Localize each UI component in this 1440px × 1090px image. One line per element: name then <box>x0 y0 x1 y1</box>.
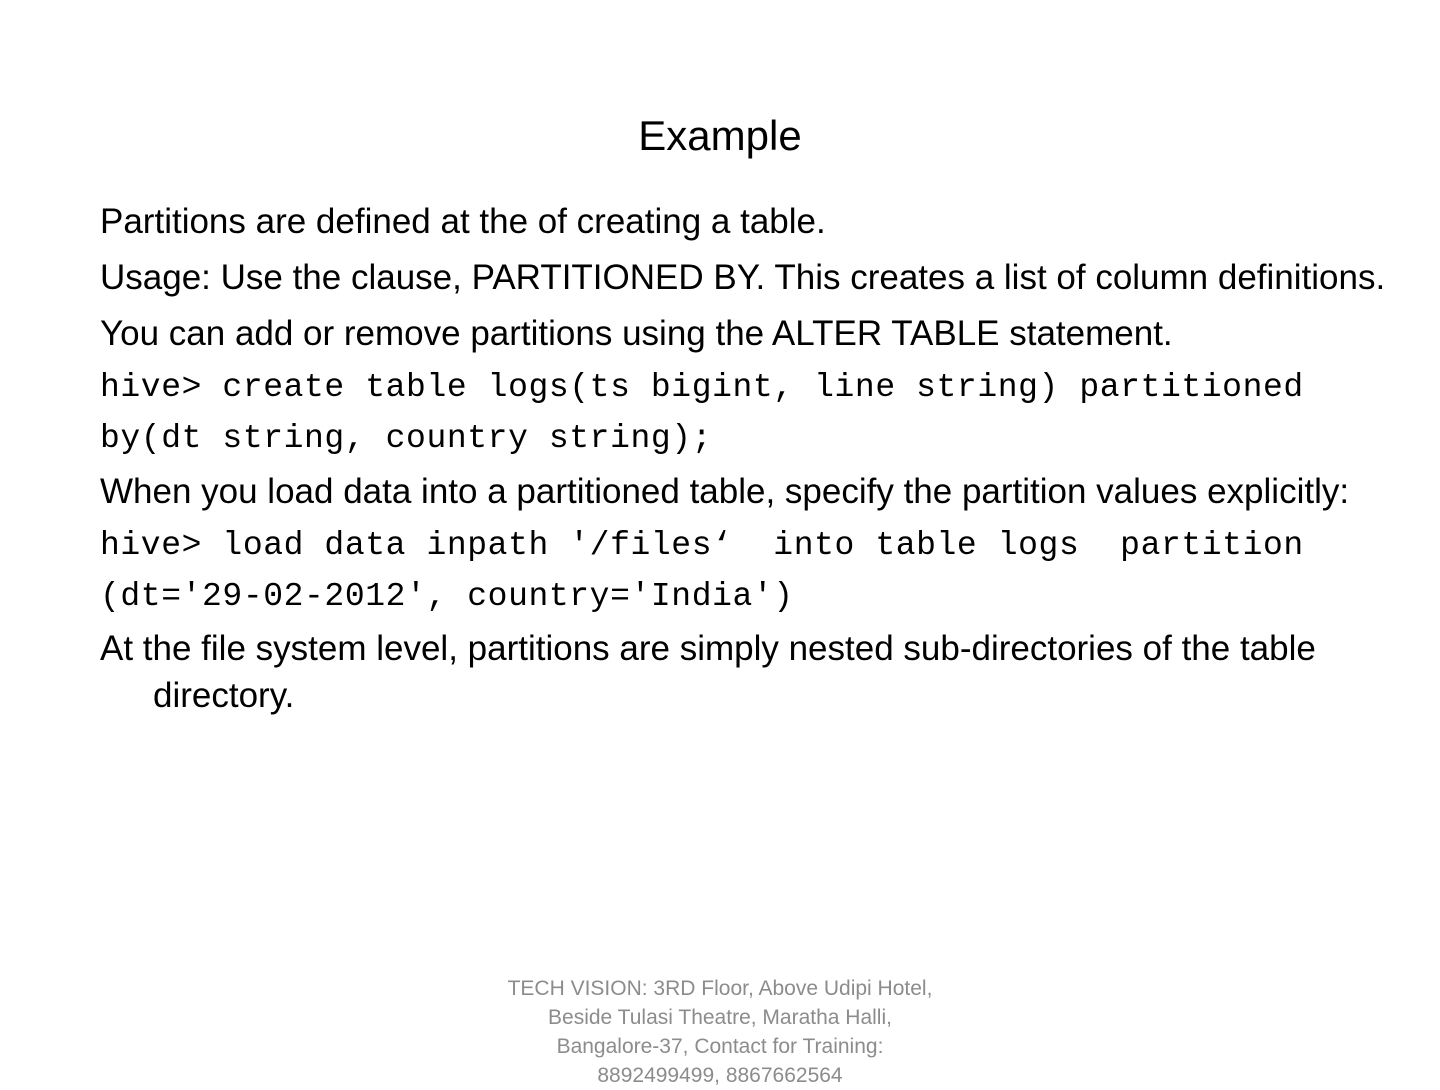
code-create-table-line-2: by(dt string, country string); <box>100 420 713 457</box>
paragraph-load-data: When you load data into a partitioned table, specify the partition values explicitly: <box>100 472 1350 511</box>
paragraph-alter-table: You can add or remove partitions using the ALTER TABLE statement. <box>100 314 1173 353</box>
code-load-data-line-2: (dt='29-02-2012', country='India') <box>100 578 794 615</box>
slide-body <box>100 194 1420 719</box>
paragraph-partitions-defined: Partitions are defined at the of creating a table. <box>100 202 826 241</box>
footer-contact: TECH VISION: 3RD Floor, Above Udipi Hotel, Beside Tulasi Theatre, Maratha Halli, Bangalore-37, Contact for Training: 8892499499, 8867662564 <box>507 977 933 1087</box>
slide-title: Example <box>638 112 802 159</box>
code-load-data-line-1: hive> load data inpath '/files‘ into table logs partition <box>100 527 1304 564</box>
code-create-table-line-1: hive> create table logs(ts bigint, line string) partitioned <box>100 369 1304 406</box>
paragraph-usage: Usage: Use the clause, PARTITIONED BY. This creates a list of column definitions. <box>100 258 1386 297</box>
paragraph-file-system-level: At the file system level, partitions are simply nested sub-directories of the table directory. <box>100 629 1316 715</box>
